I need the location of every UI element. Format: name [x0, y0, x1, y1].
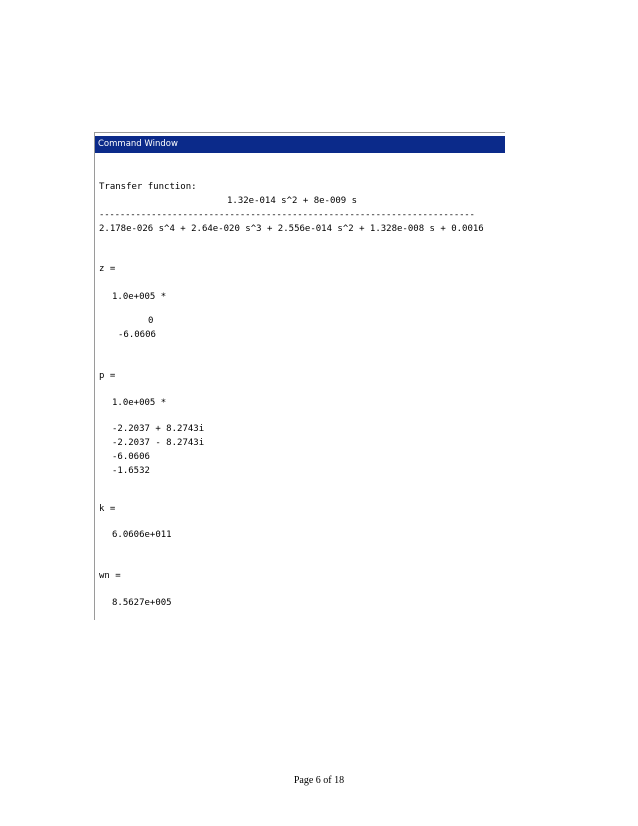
z-label: z =	[99, 264, 116, 274]
z-scale: 1.0e+005 *	[112, 292, 167, 302]
transfer-divider: ------------------------------------------------------------------------	[99, 210, 475, 220]
wn-label: wn =	[99, 571, 121, 581]
p-value: -2.2037 - 8.2743i	[112, 438, 205, 448]
k-label: k =	[99, 504, 116, 514]
page-number: Page 6 of 18	[293, 775, 345, 786]
transfer-numerator: 1.32e-014 s^2 + 8e-009 s	[227, 196, 358, 206]
wn-value: 8.5627e+005	[112, 598, 172, 608]
window-border-top	[94, 132, 505, 133]
command-window-titlebar: Command Window	[95, 136, 505, 153]
transfer-function-label: Transfer function:	[99, 182, 197, 192]
window-border-left	[94, 132, 95, 620]
p-scale: 1.0e+005 *	[112, 398, 167, 408]
p-value: -1.6532	[112, 466, 150, 476]
p-label: p =	[99, 371, 116, 381]
z-value: 0	[148, 316, 154, 326]
p-value: -2.2037 + 8.2743i	[112, 424, 205, 434]
transfer-denominator: 2.178e-026 s^4 + 2.64e-020 s^3 + 2.556e-014 s^2 + 1.328e-008 s + 0.0016	[99, 224, 484, 234]
p-value: -6.0606	[112, 452, 150, 462]
z-value: -6.0606	[118, 330, 156, 340]
k-value: 6.0606e+011	[112, 530, 172, 540]
